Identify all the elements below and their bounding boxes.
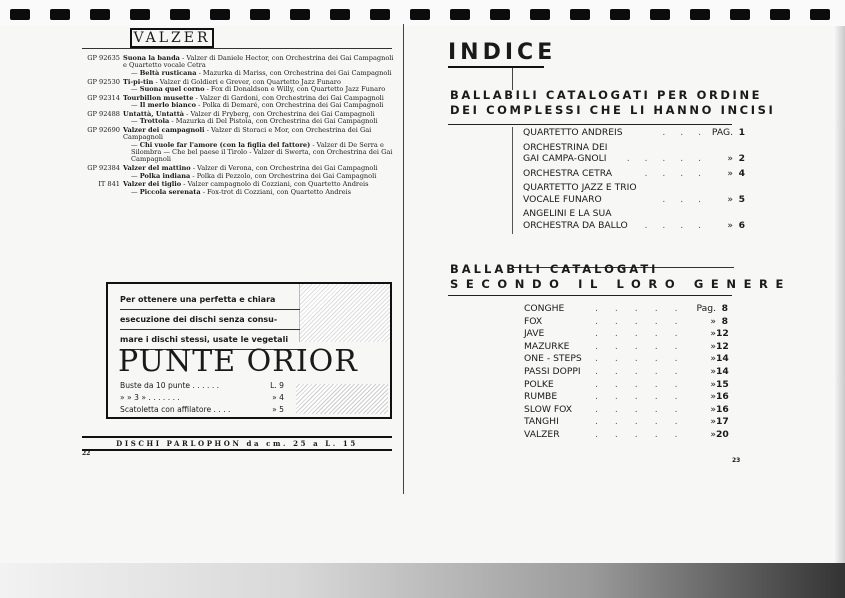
- ad-price-list: [120, 380, 284, 416]
- record-side: — Trottola - Mazurka di Del Pistoia, con Orchestrina dei Gai Campagnoli: [131, 117, 378, 126]
- song-details: - Valzer campagnolo di Cozziani, con Quartetto Andreis: [181, 180, 369, 189]
- right-page: [448, 24, 791, 564]
- genre-name: ONE - STEPS: [524, 353, 582, 365]
- price-label: » » 3 » . . . . . . .: [120, 393, 180, 402]
- ad-hatch-panel: [296, 384, 388, 414]
- song-details: - Valzer di De Serra e Silombra — Che bel paese il Tirolo - Valzer di Swerta, con Orchestrina dei Gai Campagnoli: [131, 140, 393, 164]
- ensemble-name: ORCHESTRINA DEI GAI CAMPA-GNOLI: [523, 141, 608, 164]
- footer-banner: DISCHI PARLOPHON da cm. 25 a L. 15: [82, 436, 392, 451]
- page-ref-prefix: »: [710, 403, 716, 415]
- record-sides: [123, 79, 394, 94]
- song-details: - Polka di Pezzolo, con Orchestrina dei Gai Campagnoli: [190, 171, 377, 180]
- index-row: [523, 127, 745, 139]
- ensemble-index: [512, 127, 745, 234]
- record-side: — Suona quel corno - Fox di Donaldson e Willy, con Quartetto Jazz Funaro: [131, 84, 386, 93]
- song-details: - Polka di Demaré, con Orchestrina dei Gai Campagnoli: [196, 101, 384, 110]
- ad-price-row: [120, 380, 284, 392]
- record-side: — Piccola serenata - Fox-trot di Cozziani, con Quartetto Andreis: [131, 187, 352, 196]
- record-entry: [82, 181, 394, 196]
- song-title: Chi vuole far l'amore (con la figlia del fattore): [139, 140, 311, 149]
- record-entry: [82, 55, 394, 77]
- page-ref-prefix: »: [727, 193, 733, 205]
- leader-dots: .....: [594, 403, 695, 415]
- genre-name: TANGHI: [524, 416, 559, 428]
- record-entry: [82, 127, 394, 164]
- page-ref-number: 8: [721, 303, 728, 314]
- page-ref: [695, 404, 728, 417]
- song-title: Untattà, Untattà: [123, 109, 185, 118]
- leader-dots: . . . .: [644, 167, 707, 179]
- page-ref-prefix: »: [710, 353, 716, 365]
- film-perforation: [130, 9, 150, 20]
- page-ref-number: 8: [721, 315, 728, 327]
- song-details: - Mazurka di Mariss, con Orchestrina dei Gai Campagnoli: [196, 68, 392, 77]
- song-title: Valzer dei campagnoli: [123, 125, 205, 134]
- leader-dots: .....: [594, 378, 695, 390]
- page-ref-number: 14: [716, 365, 729, 377]
- page-ref: [695, 391, 728, 404]
- song-title: Beltà rusticana: [139, 68, 197, 77]
- genre-name: MAZURKE: [524, 340, 570, 352]
- film-perforation: [250, 9, 270, 20]
- leader-dots: . . . . .: [626, 153, 707, 164]
- page-ref-number: 5: [738, 193, 745, 205]
- index-row: [523, 168, 745, 180]
- film-perforation: [370, 9, 390, 20]
- page-number-right: 23: [732, 457, 741, 464]
- genre-row: [524, 366, 728, 379]
- page-ref-number: 2: [738, 153, 745, 164]
- genre-name: PASSI DOPPI: [524, 365, 581, 377]
- genre-index: [524, 303, 728, 442]
- price-value: » 5: [272, 405, 284, 414]
- page-ref-number: 6: [738, 219, 745, 231]
- genre-row: [524, 429, 728, 442]
- film-perforation: [530, 9, 550, 20]
- page-ref: [695, 303, 728, 316]
- catalog-number: GP 92314: [87, 93, 120, 102]
- film-perforation: [690, 9, 710, 20]
- page-ref: [695, 341, 728, 354]
- leader-dots: .....: [594, 303, 695, 314]
- page-ref-prefix: »: [710, 416, 716, 428]
- page-ref: [711, 153, 745, 165]
- film-perforation: [210, 9, 230, 20]
- genre-row: [524, 303, 728, 316]
- leader-dots: .....: [594, 365, 695, 377]
- page-ref: [695, 328, 728, 341]
- page-ref-number: 1: [738, 127, 745, 138]
- song-details: - Valzer di Goldieri e Grever, con Quartetto Jazz Funaro: [153, 77, 341, 86]
- song-details: - Fox-trot di Cozziani, con Quartetto Andreis: [200, 187, 352, 196]
- page-ref-prefix: »: [727, 219, 733, 231]
- catalog-number: GP 92635: [87, 54, 120, 62]
- ensemble-name: ORCHESTRA CETRA: [523, 167, 613, 179]
- page-ref: [695, 379, 728, 392]
- genre-row: [524, 416, 728, 429]
- catalog-number: IT 841: [98, 180, 120, 189]
- film-perforation: [610, 9, 630, 20]
- page-ref-prefix: »: [710, 391, 716, 403]
- page-ref: [711, 127, 745, 139]
- genre-row: [524, 353, 728, 366]
- leader-dots: .....: [594, 328, 695, 340]
- song-title: Suona quel corno: [139, 84, 205, 93]
- page-ref-number: 17: [716, 416, 729, 428]
- leader-dots: . . .: [662, 193, 707, 205]
- genre-name: RUMBE: [524, 391, 558, 403]
- page-ref: [695, 316, 728, 329]
- ad-price-row: [120, 404, 284, 416]
- heading-by-ensemble: [450, 88, 775, 117]
- ensemble-name: QUARTETTO ANDREIS: [523, 127, 623, 138]
- page-ref-prefix: »: [710, 378, 716, 390]
- record-side: [123, 54, 394, 69]
- song-title: Valzer del mattino: [123, 164, 191, 173]
- leader-dots: .....: [594, 353, 695, 365]
- page-ref-prefix: »: [710, 365, 716, 377]
- genre-name: VALZER: [524, 428, 560, 440]
- leader-dots: .....: [594, 340, 695, 352]
- page-ref-prefix: »: [710, 428, 716, 440]
- record-entry: [82, 95, 394, 110]
- song-details: - Valzer di Fryberg, con Orchestrina dei Gai Campagnoli: [184, 109, 375, 118]
- record-sides: [123, 127, 394, 164]
- page-ref-number: 15: [716, 378, 729, 390]
- genre-row: [524, 328, 728, 341]
- ensemble-name: ANGELINI E LA SUA ORCHESTRA DA BALLO: [523, 208, 628, 231]
- record-side: — Il merlo bianco - Polka di Demaré, con Orchestrina dei Gai Campagnoli: [131, 101, 384, 110]
- page-ref-prefix: »: [710, 340, 716, 352]
- song-title: Valzer dei tiglio: [123, 180, 182, 189]
- song-details: - Fox di Donaldson e Willy, con Quartetto Jazz Funaro: [204, 84, 386, 93]
- genre-row: [524, 316, 728, 329]
- page-edge-shadow: [835, 26, 845, 566]
- song-details: - Valzer di Gardoni, con Orchestrina dei Gai Campagnoli: [193, 93, 384, 102]
- leader-dots: .....: [594, 315, 695, 327]
- film-perforation: [330, 9, 350, 20]
- page-ref-prefix: »: [710, 328, 716, 340]
- film-perforation: [450, 9, 470, 20]
- page-ref-prefix: »: [710, 315, 716, 327]
- page-ref: [711, 194, 745, 206]
- song-title: Piccola serenata: [139, 187, 201, 196]
- record-list: [82, 55, 394, 197]
- page-title: INDICE: [448, 40, 557, 65]
- price-label: Buste da 10 punte . . . . . .: [120, 381, 220, 390]
- film-perforation: [730, 9, 750, 20]
- index-row: [523, 208, 745, 231]
- ad-hatch-corner: [299, 284, 390, 342]
- record-sides: [123, 55, 394, 77]
- page-ref: [695, 416, 728, 429]
- leader-dots: . . . .: [644, 219, 707, 231]
- heading-line: BALLABILI CATALOGATI: [450, 262, 659, 276]
- leader-dots: .....: [594, 391, 695, 403]
- genre-row: [524, 391, 728, 404]
- ad-line-2: esecuzione dei dischi senza consu-: [120, 310, 300, 330]
- genre-row: [524, 341, 728, 354]
- genre-row: [524, 379, 728, 392]
- song-title: Polka indiana: [139, 171, 191, 180]
- genre-name: SLOW FOX: [524, 403, 573, 415]
- genre-name: FOX: [524, 315, 543, 327]
- advertisement-box: [106, 282, 392, 419]
- song-title: Il merlo bianco: [139, 101, 197, 110]
- record-entry: [82, 111, 394, 126]
- genre-name: CONGHE: [524, 303, 565, 314]
- record-sides: [123, 111, 394, 126]
- ad-price-row: [120, 392, 284, 404]
- heading-line: BALLABILI CATALOGATI PER ORDINE: [450, 88, 763, 102]
- page-ref-prefix: Pag.: [696, 303, 716, 314]
- genre-row: [524, 404, 728, 417]
- genre-name: POLKE: [524, 378, 554, 390]
- leader-dots: .....: [594, 428, 695, 440]
- index-row: [523, 182, 745, 205]
- page-ref-prefix: »: [727, 167, 733, 179]
- genre-name: JAVE: [524, 328, 545, 340]
- catalog-number: GP 92530: [87, 77, 120, 86]
- section-title-valzer: VALZER: [130, 28, 214, 48]
- ensemble-name: QUARTETTO JAZZ E TRIO VOCALE FUNARO: [523, 182, 637, 205]
- film-perforation: [810, 9, 830, 20]
- heading-rule: [448, 124, 732, 125]
- heading-by-genre: [450, 262, 791, 292]
- heading-line: SECONDO IL LORO GENERE: [450, 277, 791, 291]
- record-side: — Polka indiana - Polka di Pezzolo, con Orchestrina dei Gai Campagnoli: [131, 171, 377, 180]
- film-strip-top: [0, 0, 845, 26]
- catalog-number: GP 92384: [87, 164, 120, 173]
- song-details: - Valzer di Storaci e Mor, con Orchestrina dei Gai Campagnoli: [123, 125, 372, 142]
- record-entry: [82, 79, 394, 94]
- page-ref-number: 14: [716, 353, 729, 365]
- heading-line: DEI COMPLESSI CHE LI HANNO INCISI: [450, 102, 776, 117]
- song-title: Trottola: [139, 117, 170, 126]
- catalog-number: GP 92488: [87, 109, 120, 118]
- song-details: - Mazurka di Del Pistoia, con Orchestrina dei Gai Campagnoli: [169, 117, 378, 126]
- section-title-rule: [82, 48, 392, 49]
- left-page: [82, 24, 402, 564]
- film-perforation: [290, 9, 310, 20]
- ad-line-3: mare i dischi stessi, usate le vegetali: [120, 330, 300, 350]
- film-perforation: [170, 9, 190, 20]
- title-rule: [448, 66, 544, 68]
- page-divider-rule: [403, 24, 404, 494]
- record-side: — Beltà rusticana - Mazurka di Mariss, con Orchestrina dei Gai Campagnoli: [131, 68, 392, 77]
- film-perforation: [770, 9, 790, 20]
- ad-brand: PUNTE ORIOR: [118, 344, 358, 379]
- song-title: Suona la banda: [123, 54, 180, 62]
- film-perforation: [10, 9, 30, 20]
- page-ref: [711, 168, 745, 180]
- page-ref-prefix: PAG.: [711, 127, 733, 138]
- film-perforation: [650, 9, 670, 20]
- record-sides: [123, 95, 394, 110]
- catalog-number: GP 92690: [87, 125, 120, 134]
- film-perforation: [570, 9, 590, 20]
- price-value: » 4: [272, 393, 284, 402]
- record-side: — Chi vuole far l'amore (con la figlia del fattore) - Valzer di De Serra e Silombra — Che bel paese il Tirolo - Valzer di Swerta, con Orchestrina dei Gai Campagnoli: [131, 140, 393, 164]
- page-ref-number: 16: [716, 391, 729, 403]
- page-ref: [695, 353, 728, 366]
- film-perforation: [50, 9, 70, 20]
- page-ref-number: 4: [738, 167, 745, 179]
- page-ref-number: 16: [716, 403, 729, 415]
- page-ref-prefix: »: [727, 153, 733, 164]
- film-perforation: [410, 9, 430, 20]
- record-sides: [123, 165, 394, 180]
- page-ref: [695, 366, 728, 379]
- film-perforation: [490, 9, 510, 20]
- film-perforation: [90, 9, 110, 20]
- page-ref-number: 20: [716, 428, 729, 440]
- page-number-left: 22: [82, 450, 91, 457]
- ad-line-1: Per ottenere una perfetta e chiara: [120, 290, 300, 310]
- price-label: Scatoletta con affilatore . . . .: [120, 405, 231, 414]
- scan-shadow-bottom: [0, 563, 845, 598]
- song-title: Tourbillon musette: [123, 93, 194, 102]
- index-row: [523, 142, 745, 165]
- record-side: [123, 126, 371, 141]
- record-entry: [82, 165, 394, 180]
- leader-dots: . . .: [662, 127, 707, 138]
- page-ref: [695, 429, 728, 442]
- price-value: L. 9: [270, 381, 284, 390]
- song-details: - Valzer di Verona, con Orchestrina dei Gai Campagnoli: [190, 164, 378, 173]
- song-title: Ti-pi-tin: [123, 77, 154, 86]
- record-sides: [123, 181, 394, 196]
- heading-rule: [448, 295, 732, 296]
- page-ref-number: 12: [716, 328, 729, 340]
- page-ref-number: 12: [716, 340, 729, 352]
- title-tick: [512, 68, 513, 90]
- leader-dots: .....: [594, 416, 695, 428]
- page-ref: [711, 220, 745, 232]
- ad-tagline: [120, 290, 300, 350]
- song-details: - Valzer di Daniele Hector, con Orchestrina dei Gai Campagnoli e Quartetto vocale Cetra: [123, 54, 394, 70]
